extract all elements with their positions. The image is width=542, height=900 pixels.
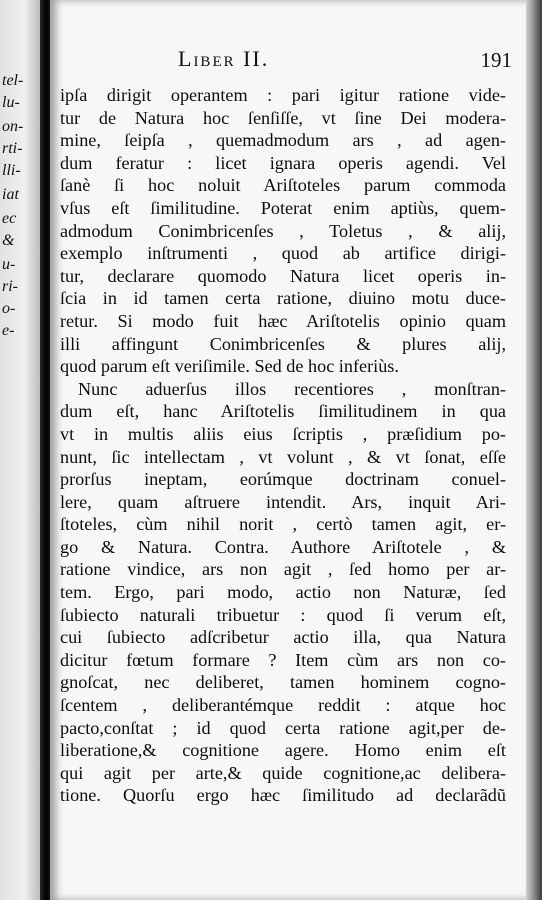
page-stack-edge [526,0,542,900]
text-line: tem. Ergo, pari modo, actio non Naturæ, ſed [60,582,506,603]
page-number: 191 [480,48,512,72]
text-line: exemplo inſtrumenti , quod ab artifice dirigi- [60,243,506,264]
text-line: vſus eſt ſimilitudine. Poterat enim aptiùs, quem- [60,197,506,218]
text-line: qui agit per arte,& quide cognitione,ac delibera- [60,762,506,783]
facing-page-fragment: ec [2,210,17,227]
text-line: ſcentem , deliberantémque reddit : atque hoc [60,695,506,716]
text-line: nunt, ſic intellectam , vt volunt , & vt ſonat, eſſe [60,446,506,467]
facing-page-fragment: rti- [2,140,23,157]
text-line: tur de Natura hoc ſenſiſſe, vt ſine Dei modera- [60,107,506,128]
text-line: tur, declarare quomodo Natura licet operis in- [60,265,506,286]
text-line: gnoſcat, nec deliberet, tamen hominem cogno- [60,672,506,693]
facing-page-fragment: on- [2,118,24,135]
text-line: dicitur fœtum formare ? Item cùm ars non co- [60,649,506,670]
text-line: lere, quam aſtruere intendit. Ars, inquit Ari- [60,491,506,512]
facing-page-fragment: tel- [2,72,24,89]
text-line: ſanè ſi hoc noluit Ariſtoteles parum commoda [60,175,506,196]
body-text [60,84,506,807]
text-line: pacto,conſtat ; id quod certa ratione agit,per de- [60,717,506,738]
text-line: dum feratur : licet ignara operis agendi. Vel [60,152,506,173]
facing-page-fragment: e- [2,322,15,339]
facing-page-edge [0,0,40,900]
page-header [50,46,526,76]
text-line: ſtoteles, cùm nihil norit , certò tamen agit, er- [60,514,506,535]
facing-page-fragment: o- [2,300,16,317]
facing-page-fragment: lli- [2,162,21,179]
text-line: admodum Conimbricenſes , Toletus , & alij, [60,220,506,241]
text-line: ſcia in id tamen certa ratione, diuino motu duce- [60,288,506,309]
text-line: dum eſt, hanc Ariſtotelis ſimilitudinem in qua [60,401,506,422]
text-line: vt in multis aliis eius ſcriptis , præſidium po- [60,423,506,444]
running-head: Liber II. [178,46,270,71]
text-line: mine, ſeipſa , quemadmodum ars , ad agen- [60,130,506,151]
text-line: Nunc aduerſus illos recentiores , monſtran- [78,378,506,399]
facing-page-fragment: lu- [2,94,20,111]
text-line: retur. Si modo fuit hæc Ariſtotelis opinio quam [60,310,506,331]
text-line: ſubiecto naturali tribuetur : quod ſi verum eſt, [60,604,506,625]
text-line: liberatione,& cognitione agere. Homo enim eſt [60,740,506,761]
text-line: go & Natura. Contra. Authore Ariſtotele , & [60,536,506,557]
text-line: ipſa dirigit operantem : pari igitur ratione vide- [60,85,506,105]
text-line: tione. Quorſu ergo hæc ſimilitudo ad declarãdũ [60,785,506,806]
text-line: illi affingunt Conimbricenſes & plures alij, [60,333,506,354]
text-line: ratione vindice, ars non agit , ſed homo per ar- [60,559,506,580]
facing-page-fragment: u- [2,256,16,273]
facing-page-fragment: iat [2,186,19,203]
text-line: cui ſubiecto adſcribetur actio illa, qua Natura [60,627,506,648]
book-page [50,0,526,900]
facing-page-fragment: ri- [2,278,18,295]
text-line: prorſus ineptam, eorúmque doctrinam conuel- [60,469,506,490]
facing-page-fragment: & [2,232,15,249]
text-line: quod parum eſt veriſimile. Sed de hoc inferiùs. [60,356,399,377]
